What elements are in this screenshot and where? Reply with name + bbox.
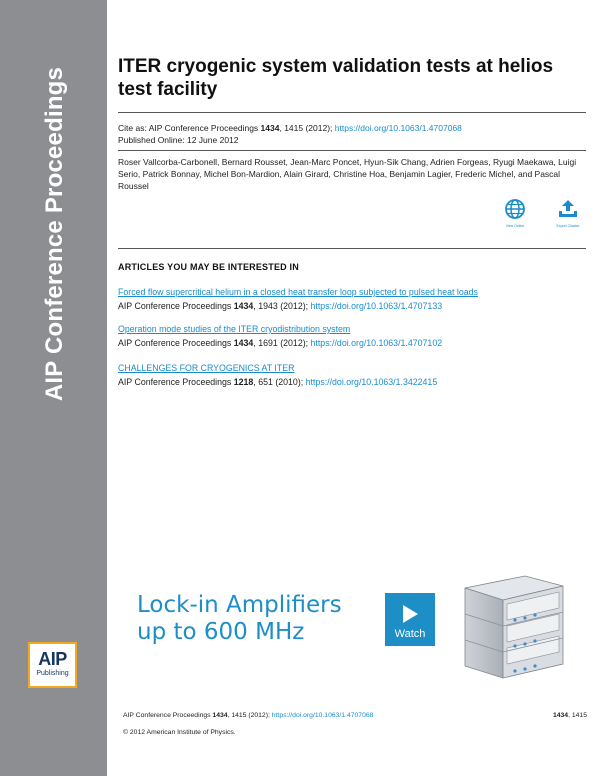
footer-page-ref	[553, 711, 587, 721]
related-article	[118, 286, 586, 312]
related-article	[118, 362, 586, 388]
footer-right-pages: , 1415	[568, 712, 587, 719]
aip-logo-mark: AIP	[38, 649, 67, 669]
author-list: Roser Vallcorba-Carbonell, Bernard Rousset, Jean-Marc Poncet, Hyun-Sik Chang, Adrien Forgeas, Ryugi Maekawa, Luigi Serio, Patrick Bonnay, Michel Bon-Mardion, Alain Girard, Christine Hoa, Benjamin Lagier, Frederic Michel, and Pascal Roussel	[118, 157, 577, 191]
journal-sidebar	[0, 0, 107, 776]
related-article-reference	[118, 376, 586, 388]
footer-doi-link[interactable]: https://doi.org/10.1063/1.4707068	[271, 712, 374, 719]
paper-title: ITER cryogenic system validation tests at helios test facility	[118, 56, 554, 100]
export-citation-button[interactable]	[546, 198, 590, 229]
aip-logo-subtitle: Publishing	[36, 670, 69, 677]
related-volume: 1434	[233, 338, 254, 348]
advertisement-banner[interactable]	[123, 568, 575, 686]
footer-journal: AIP Conference Proceedings	[123, 712, 213, 719]
cite-volume: 1434	[260, 123, 280, 133]
citation-block	[118, 122, 462, 146]
cite-prefix: Cite as: AIP Conference Proceedings	[118, 123, 261, 133]
paper-doi-link[interactable]: https://doi.org/10.1063/1.4707068	[334, 123, 462, 133]
ad-headline	[137, 592, 342, 646]
related-pages-year: , 1943 (2012);	[253, 301, 311, 311]
journal-title: AIP Conference Proceedings	[41, 66, 68, 402]
cite-divider	[118, 150, 586, 151]
footer-citation	[123, 711, 373, 721]
related-article-reference	[118, 300, 586, 312]
related-article-reference	[118, 337, 586, 349]
footer-right-volume: 1434	[552, 712, 569, 719]
view-online-button[interactable]	[493, 198, 537, 229]
related-volume: 1434	[233, 301, 254, 311]
footer-volume: 1434	[212, 712, 228, 719]
footer-pages-year: , 1415 (2012);	[227, 712, 272, 719]
copyright-notice: © 2012 American Institute of Physics.	[123, 729, 236, 736]
related-journal: AIP Conference Proceedings	[118, 338, 234, 348]
cite-rest: , 1415 (2012);	[279, 123, 335, 133]
aip-publishing-logo[interactable]	[28, 642, 77, 688]
view-online-label: View Online	[505, 224, 525, 228]
related-article	[118, 323, 586, 349]
globe-icon	[504, 198, 526, 220]
related-pages-year: , 1691 (2012);	[253, 338, 311, 348]
export-citation-label: Export Citation	[556, 224, 580, 228]
title-divider	[118, 112, 586, 113]
ad-headline-line2: up to 600 MHz	[137, 619, 305, 645]
related-doi-link[interactable]: https://doi.org/10.1063/1.4707133	[310, 301, 443, 311]
ad-headline-line1: Lock-in Amplifiers	[137, 592, 342, 618]
related-article-title-link[interactable]: CHALLENGES FOR CRYOGENICS AT ITER	[118, 363, 295, 373]
related-journal: AIP Conference Proceedings	[118, 377, 234, 387]
related-doi-link[interactable]: https://doi.org/10.1063/1.3422415	[305, 377, 438, 387]
lock-in-amplifier-device-image	[455, 574, 567, 682]
related-journal: AIP Conference Proceedings	[118, 301, 234, 311]
related-articles-heading: ARTICLES YOU MAY BE INTERESTED IN	[118, 262, 299, 272]
related-volume: 1218	[233, 377, 254, 387]
related-article-title-link[interactable]: Forced flow supercritical helium in a closed heat transfer loop subjected to pulsed heat loads	[118, 287, 478, 297]
published-date: Published Online: 12 June 2012	[118, 135, 239, 145]
related-pages-year: , 651 (2010);	[253, 377, 306, 387]
related-article-title-link[interactable]: Operation mode studies of the ITER cryodistribution system	[118, 324, 351, 334]
actions-divider	[118, 248, 586, 249]
related-doi-link[interactable]: https://doi.org/10.1063/1.4707102	[310, 338, 443, 348]
play-icon	[400, 603, 420, 625]
watch-button-label: Watch	[394, 628, 426, 640]
cite-line	[118, 122, 462, 134]
export-icon	[557, 198, 579, 220]
watch-video-button[interactable]	[385, 593, 435, 646]
